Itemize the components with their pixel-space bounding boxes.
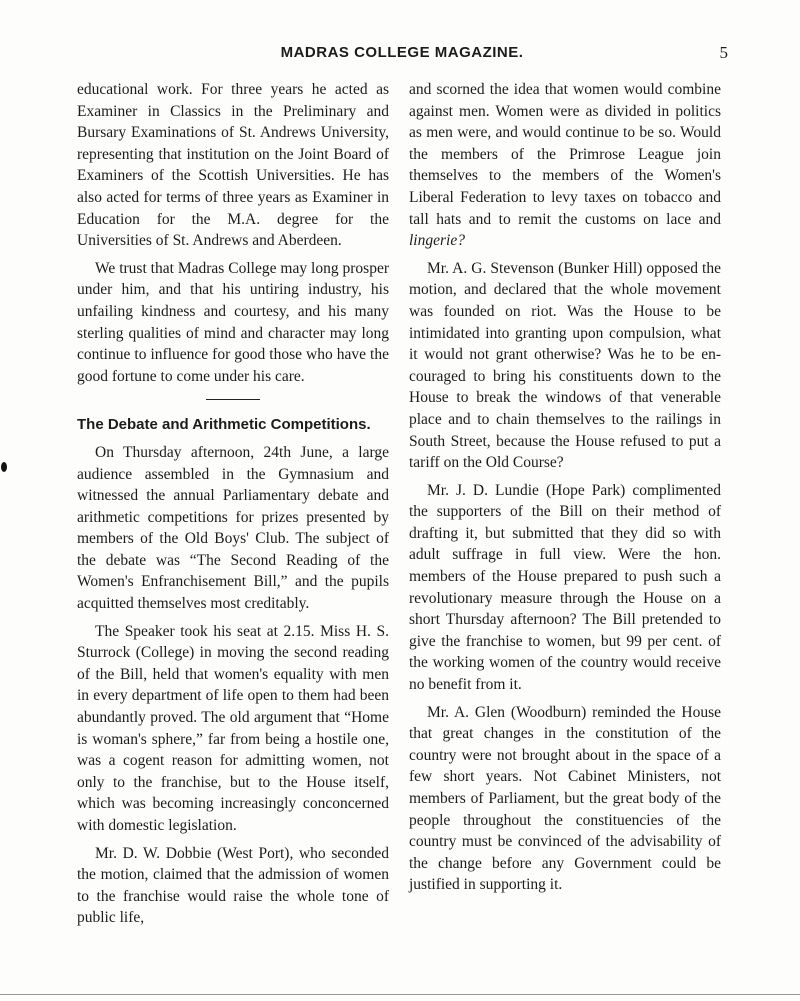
section-heading-debate: The Debate and Arithmetic Competitions. [77, 416, 371, 434]
paragraph-continued [409, 79, 721, 252]
paragraph-educational-work: educational work. For three years he acted as Examiner in Classics in the Preliminary and Bursary Examinations of St. Andrews University, representing that institution on the Joint Board of Examiners of the Scottish Universities. He has also acted for terms of three years as Examiner in Education for the M.A. degree for the Universities of St. Andrews and Aberdeen. [77, 81, 389, 250]
running-title: MADRAS COLLEGE MAGAZINE. [280, 44, 524, 61]
italic-word-lingerie: lingerie? [409, 232, 465, 250]
paragraph-debate-intro: On Thursday afternoon, 24th June, a large audience assembled in the Gymnasium and witnessed the annual Parliamentary debate and arithmetic competitions for prizes presented by members of the Old Boys' Club. The subject of the debate was “The Second Reading of the Women's Enfranchisement Bill,” and the pupils acquitted themselves most creditably. [77, 443, 389, 613]
page-header [76, 44, 728, 66]
margin-ink-mark [1, 462, 7, 472]
right-column [409, 79, 721, 902]
left-column [77, 79, 389, 935]
paragraph-dobbie: Mr. D. W. Dobbie (West Port), who seconded the motion, claimed that the admission of women to the franchise would raise the whole tone of public life, [77, 844, 389, 927]
paragraph-continued-text: and scorned the idea that women would combine against men. Women were as divided in politics as men were, and would continue to be so. Would the members of the Primrose League join themselves to the members of the Women's Liberal Federation to levy taxes on tobacco and tall hats and to remit the customs on lace and [409, 81, 721, 228]
paragraph-speaker: The Speaker took his seat at 2.15. Miss H. S. Sturrock (College) in moving the second reading of the Bill, held that women's equality with men in every department of life open to them had been abundantly proved. The old argument that “Home is woman's sphere,” far from being a hostile one, was a cogent reason for admitting women, not only to the franchise, but to the House itself, which was becoming increasingly conconcerned with domestic legislation. [77, 622, 389, 834]
paragraph-tribute: We trust that Madras College may long prosper under him, and that his untiring industry, his unfailing kindness and courtesy, and his many sterling qualities of mind and character may long continue to influence for good those who have the good fortune to come under his care. [77, 259, 389, 385]
section-separator [206, 399, 260, 400]
page-bottom-edge [0, 994, 800, 995]
paragraph-stevenson: Mr. A. G. Stevenson (Bunker Hill) opposed the motion, and declared that the whole movement was founded on riot. Was the House to be intimidated into granting upon compulsion, what it would not grant otherwise? Was he to be encouraged to bring his constituents down to the House to break the windows of that venerable place and to chain themselves to the railings in South Street, because the House refused to put a tariff on the Old Course? [409, 259, 721, 472]
paragraph-glen: Mr. A. Glen (Woodburn) reminded the House that great changes in the constitution of the country were not brought about in the space of a few short years. Not Cabinet Ministers, not members of Parliament, but the great body of the people throughout the constituencies of the country must be convinced of the advisability of the change before any Government could be justified in supporting it. [409, 703, 721, 894]
page-number: 5 [719, 43, 728, 62]
paragraph-lundie: Mr. J. D. Lundie (Hope Park) complimented the supporters of the Bill on their method of drafting it, but submitted that they did so with adult suffrage in full view. Were the hon. members of the House prepared to push such a revolutionary measure through the House on a short Thursday afternoon? The Bill pretended to give the franchise to women, but 99 per cent. of the working women of the country would receive no benefit from it. [409, 481, 721, 694]
